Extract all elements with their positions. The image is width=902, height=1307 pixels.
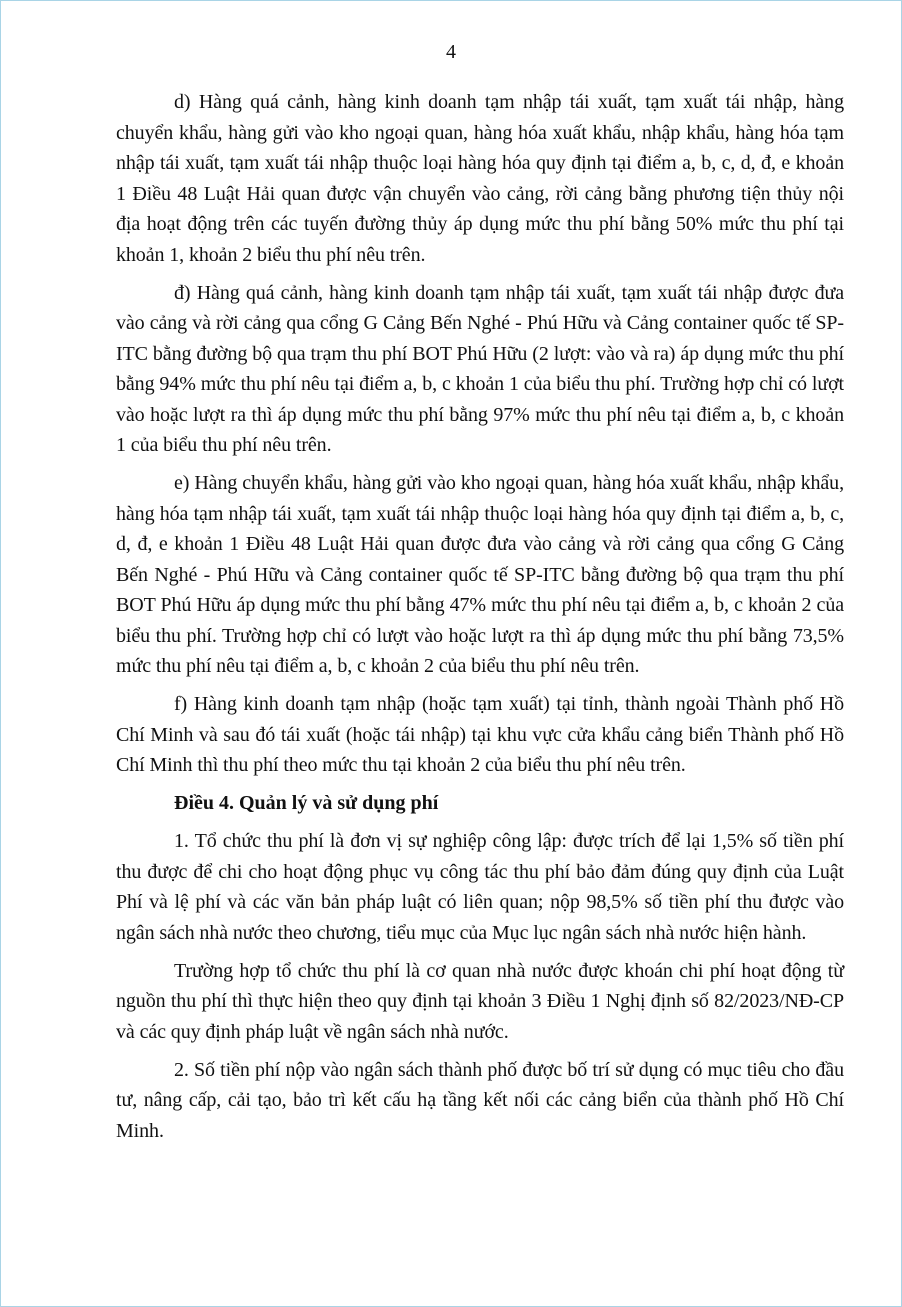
- paragraph-d: d) Hàng quá cảnh, hàng kinh doanh tạm nhập tái xuất, tạm xuất tái nhập, hàng chuyển khẩu, hàng gửi vào kho ngoại quan, hàng hóa xuất khẩu, nhập khẩu, hàng hóa tạm nhập tái xuất, tạm xuất tái nhập thuộc loại hàng hóa quy định tại điểm a, b, c, d, đ, e khoản 1 Điều 48 Luật Hải quan được vận chuyển vào cảng, rời cảng bằng phương tiện thủy nội địa hoạt động trên các tuyến đường thủy áp dụng mức thu phí bằng 50% mức thu phí tại khoản 1, khoản 2 biểu thu phí nêu trên.: [116, 91, 844, 266]
- paragraph-dd: đ) Hàng quá cảnh, hàng kinh doanh tạm nhập tái xuất, tạm xuất tái nhập được đưa vào cảng và rời cảng qua cổng G Cảng Bến Nghé - Phú Hữu và Cảng container quốc tế SP-ITC bằng đường bộ qua trạm thu phí BOT Phú Hữu (2 lượt: vào và ra) áp dụng mức thu phí bằng 94% mức thu phí nêu tại điểm a, b, c khoản 1 của biểu thu phí. Trường hợp chỉ có lượt vào hoặc lượt ra thì áp dụng mức thu phí bằng 97% mức thu phí nêu tại điểm a, b, c khoản 1 của biểu thu phí nêu trên.: [116, 281, 844, 456]
- article-4-clause-2: 2. Số tiền phí nộp vào ngân sách thành phố được bố trí sử dụng có mục tiêu cho đầu tư, nâng cấp, cải tạo, bảo trì kết cấu hạ tầng kết nối các cảng biển của thành phố Hồ Chí Minh.: [116, 1058, 844, 1142]
- paragraph-f: f) Hàng kinh doanh tạm nhập (hoặc tạm xuất) tại tỉnh, thành ngoài Thành phố Hồ Chí Minh và sau đó tái xuất (hoặc tái nhập) tại khu vực cửa khẩu cảng biển Thành phố Hồ Chí Minh thì thu phí theo mức thu tại khoản 2 của biểu thu phí nêu trên.: [116, 693, 844, 776]
- article-4-heading: Điều 4. Quản lý và sử dụng phí: [174, 792, 439, 814]
- document-body: [116, 87, 844, 1154]
- article-4-clause-1-note: Trường hợp tổ chức thu phí là cơ quan nhà nước được khoán chi phí hoạt động từ nguồn thu phí thì thực hiện theo quy định tại khoản 3 Điều 1 Nghị định số 82/2023/NĐ-CP và các quy định pháp luật về ngân sách nhà nước.: [116, 959, 844, 1043]
- paragraph-e: e) Hàng chuyển khẩu, hàng gửi vào kho ngoại quan, hàng hóa xuất khẩu, nhập khẩu, hàng hóa tạm nhập tái xuất, tạm xuất tái nhập thuộc loại hàng hóa quy định tại điểm a, b, c, d, đ, e khoản 1 Điều 48 Luật Hải quan được đưa vào cảng và rời cảng qua cổng G Cảng Bến Nghé - Phú Hữu và Cảng container quốc tế SP-ITC bằng đường bộ qua trạm thu phí BOT Phú Hữu áp dụng mức thu phí bằng 47% mức thu phí nêu tại điểm a, b, c khoản 2 của biểu thu phí. Trường hợp chỉ có lượt vào hoặc lượt ra thì áp dụng mức thu phí bằng 73,5% mức thu phí nêu tại điểm a, b, c khoản 2 của biểu thu phí nêu trên.: [116, 472, 844, 677]
- page-number: 4: [446, 41, 456, 63]
- article-4-clause-1: 1. Tổ chức thu phí là đơn vị sự nghiệp công lập: được trích để lại 1,5% số tiền phí thu được để chi cho hoạt động phục vụ công tác thu phí bảo đảm đúng quy định của Luật Phí và lệ phí và các văn bản pháp luật có liên quan; nộp 98,5% số tiền phí thu được vào ngân sách nhà nước theo chương, tiểu mục của Mục lục ngân sách nhà nước hiện hành.: [116, 830, 844, 944]
